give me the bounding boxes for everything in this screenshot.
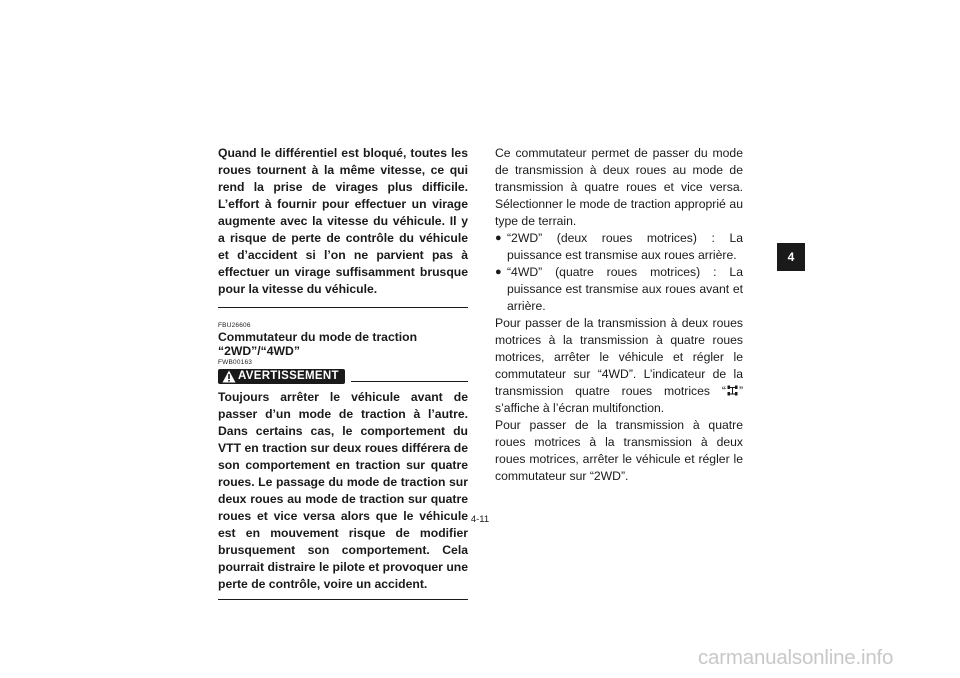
page-number: 4-11 <box>470 514 490 525</box>
section-title <box>218 330 468 358</box>
switch-description: Ce commutateur permet de passer du mode de transmission à deux roues au mode de transmission à quatre roues et vice versa. Sélectionner le mode de traction approprié au type de terrain. <box>495 146 743 228</box>
watermark: carmanualsonline.info <box>698 646 894 669</box>
warning-badge <box>218 369 345 384</box>
four-wheel-drive-indicator-icon <box>727 385 738 396</box>
bullet-dot-icon: ● <box>495 232 502 244</box>
paragraph-switch-to-2wd: Pour passer de la transmission à quatre roues motrices à la transmission à deux roues motrices, arrêter le véhicule et régler le commutateur sur “2WD”. <box>495 418 743 483</box>
warning-header <box>218 368 468 385</box>
right-column <box>495 145 743 485</box>
bullet-2wd <box>495 230 743 264</box>
warning-label: AVERTISSEMENT <box>238 370 339 382</box>
differential-lock-warning-text: Quand le différentiel est bloqué, toutes les roues tournent à la même vitesse, ce qui rend la prise de virages plus difficile. L’effort à fournir pour effectuer un virage augmente avec la vitesse du véhicule. Il y a risque de perte de contrôle du véhicule et d’accident si l’on ne parvient pas à effectuer un virage suffisamment brusque pour la vitesse du véhicule. <box>218 146 468 296</box>
left-column <box>218 145 468 600</box>
paragraph-4wd-text-end: ” s’affiche à l’écran multifonction. <box>495 384 743 415</box>
chapter-tab: 4 <box>777 243 805 271</box>
warning-code: FWB00163 <box>218 359 253 366</box>
section-title-line2: “2WD”/“4WD” <box>218 344 300 358</box>
bullet-2wd-text: “2WD” (deux roues motrices) : La puissance est transmise aux roues arrière. <box>507 231 743 262</box>
section-code: FBU26606 <box>218 322 251 329</box>
warning-text: Toujours arrêter le véhicule avant de passer d’un mode de traction à l’autre. Dans certains cas, le comportement du VTT en traction sur deux roues différera de son comportement en traction sur quatre roues. Le passage du mode de traction sur deux roues au mode de traction sur quatre roues et vice versa alors que le véhicule est en mouvement risque de modifier brusquement son comportement. Cela pourrait distraire le pilote et provoquer une perte de contrôle, voire un accident. <box>218 390 468 591</box>
bullet-dot-icon: ● <box>495 266 502 278</box>
bullet-4wd-text: “4WD” (quatre roues motrices) : La puissance est transmise aux roues avant et arrière. <box>507 265 743 313</box>
bullet-4wd <box>495 264 743 315</box>
warning-header-rule <box>351 381 468 382</box>
section-title-line1: Commutateur du mode de traction <box>218 330 418 344</box>
warning-triangle-icon <box>222 370 236 383</box>
warning-end-rule <box>218 599 468 600</box>
paragraph-4wd-text-start: Pour passer de la transmission à deux roues motrices à la transmission à quatre roues motrices, arrêter le véhicule et régler le commutateur sur “4WD”. L’indicateur de la transmission quatre roues motrices “ <box>495 316 743 398</box>
paragraph-switch-to-4wd <box>495 315 743 417</box>
section-divider <box>218 307 468 308</box>
